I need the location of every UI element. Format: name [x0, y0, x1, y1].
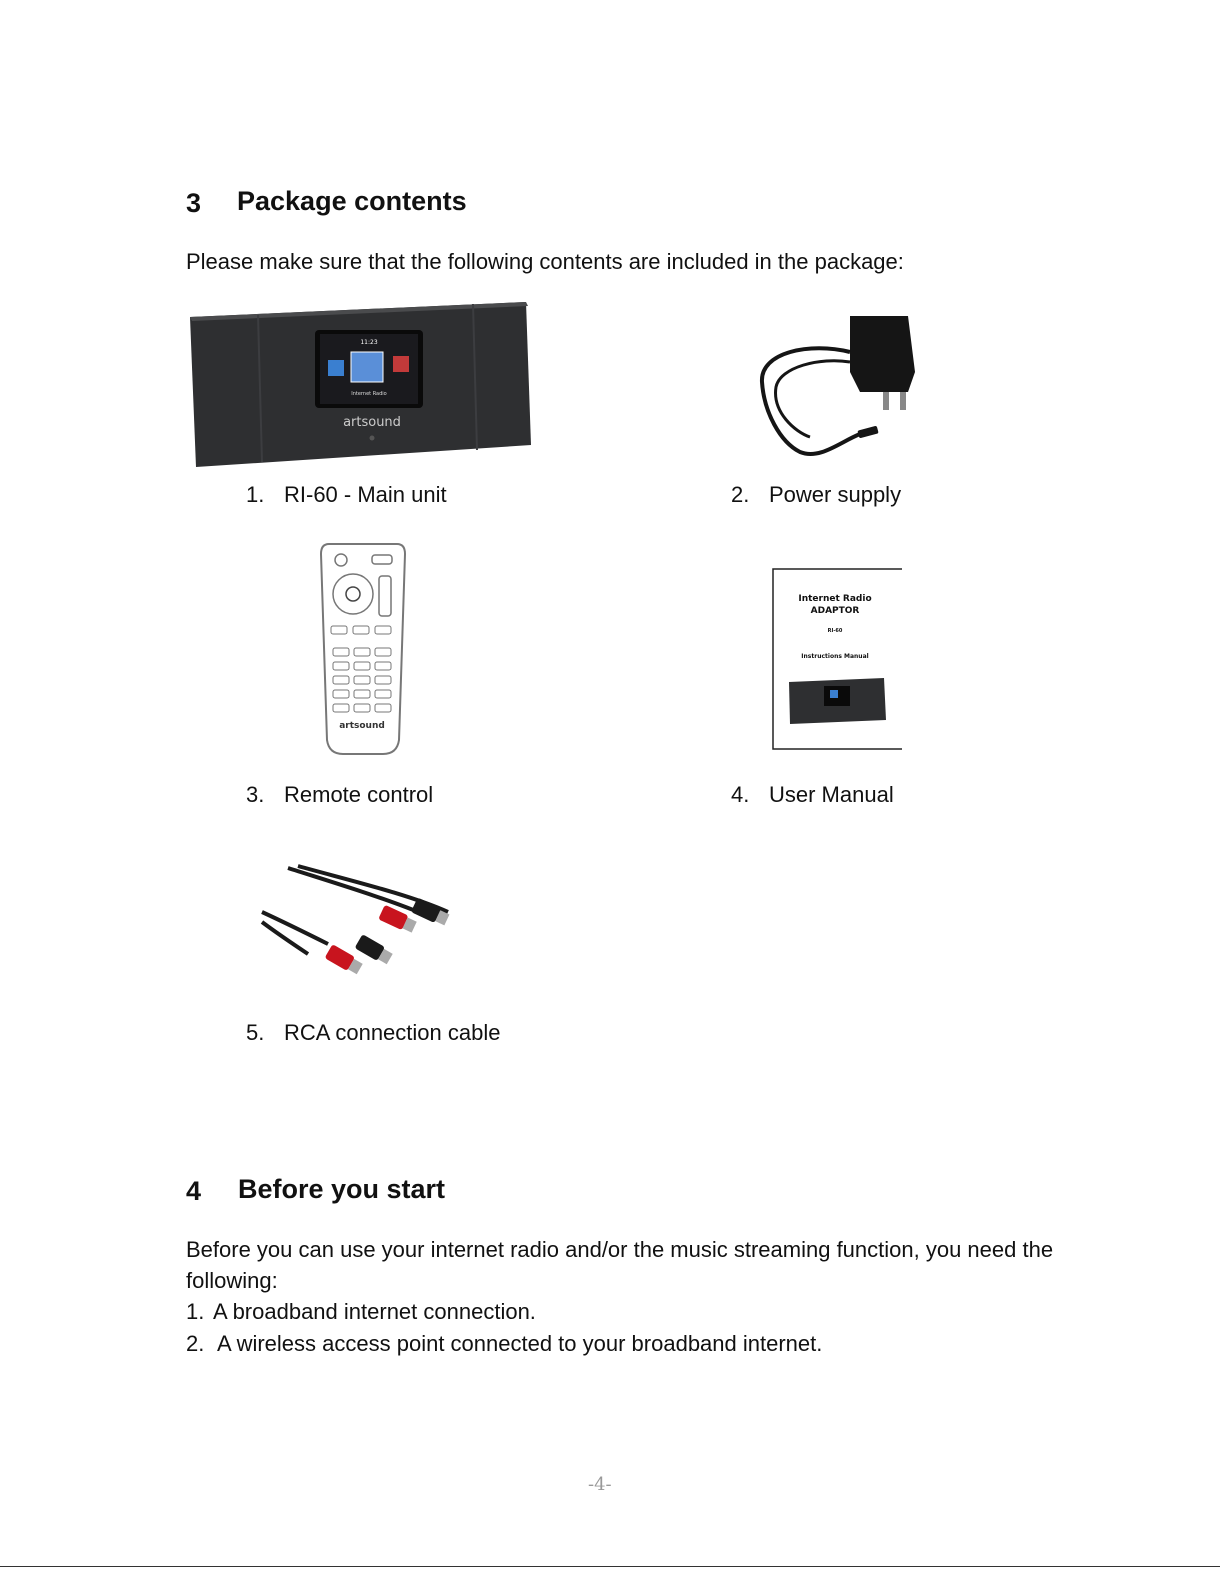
list-text: A wireless access point connected to your broadband internet.	[217, 1331, 823, 1356]
page-bottom-rule	[0, 1566, 1220, 1567]
item-number: 5.	[246, 1020, 265, 1045]
section-4-intro: Before you can use your internet radio and/or the music streaming function, you need the following:	[186, 1237, 1054, 1293]
power-tile-icon	[328, 360, 344, 376]
item-number: 3.	[246, 782, 265, 807]
list-text: A broadband internet connection.	[213, 1299, 536, 1324]
item-label: Power supply	[769, 482, 902, 507]
item-3-caption	[246, 782, 433, 808]
page-number: -4-	[588, 1474, 612, 1495]
main-unit-image	[188, 300, 533, 470]
item-2-caption	[731, 482, 901, 508]
item-label: User Manual	[769, 782, 894, 807]
manual-subtitle: Instructions Manual	[801, 653, 869, 660]
manual-title-line-1: Internet Radio	[798, 594, 872, 604]
section-title: Package contents	[237, 186, 467, 216]
section-number: 3	[186, 188, 202, 218]
item-number: 4.	[731, 782, 750, 807]
music-tile-icon	[393, 356, 409, 372]
section-number: 4	[186, 1176, 202, 1206]
item-4-caption	[731, 782, 894, 808]
user-manual-image	[772, 568, 902, 751]
list-number: 1.	[186, 1299, 205, 1324]
manual-title-line-2: ADAPTOR	[810, 606, 860, 616]
item-5-caption	[246, 1020, 500, 1046]
item-number: 1.	[246, 482, 265, 507]
requirement-1	[186, 1296, 536, 1327]
item-number: 2.	[731, 482, 750, 507]
device-clock: 11:23	[360, 339, 378, 346]
item-1-caption	[246, 482, 447, 508]
section-4-heading	[186, 1174, 686, 1214]
power-supply-image	[750, 312, 920, 460]
item-label: Remote control	[284, 782, 434, 807]
radio-tile-icon	[351, 352, 383, 382]
remote-control-image	[317, 540, 409, 760]
item-label: RI-60 - Main unit	[284, 482, 447, 507]
requirement-2	[186, 1328, 822, 1359]
remote-brand-logo: artsound	[339, 721, 385, 731]
device-brand-logo: artsound	[343, 415, 401, 430]
item-label: RCA connection cable	[284, 1020, 501, 1045]
section-3-intro: Please make sure that the following contents are included in the package:	[186, 249, 904, 274]
section-title: Before you start	[238, 1174, 446, 1204]
manual-model: RI-60	[827, 628, 843, 634]
device-mode-label: Internet Radio	[351, 391, 387, 397]
section-3-heading	[186, 186, 686, 226]
rca-cable-image	[258, 864, 470, 994]
list-number: 2.	[186, 1331, 205, 1356]
